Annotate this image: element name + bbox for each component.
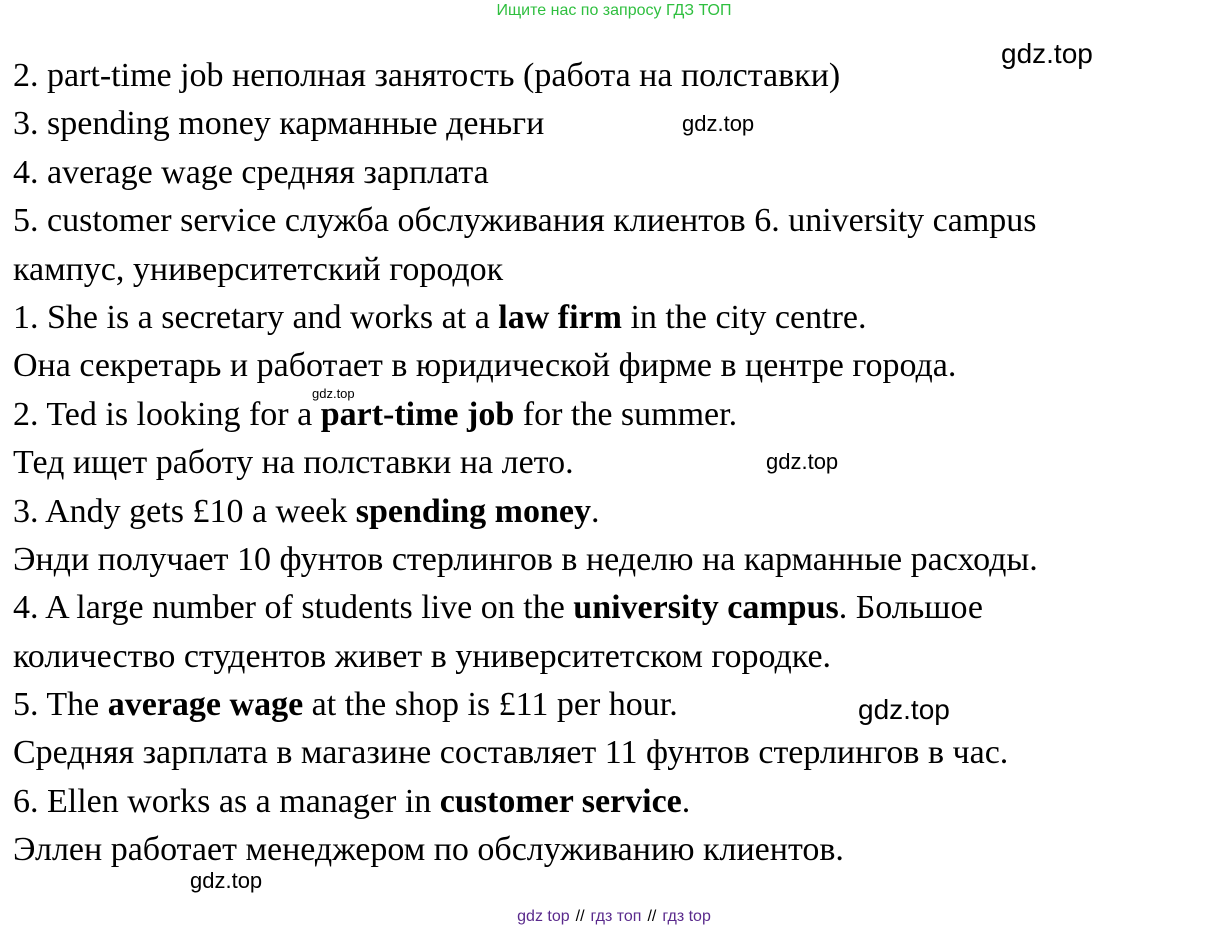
line-text: in the city centre. xyxy=(621,298,867,336)
document-body xyxy=(13,52,1218,875)
line-text: 2. part-time job неполная занятость (работа на полставки) xyxy=(13,57,841,94)
line-text: 4. average wage средняя зарплата xyxy=(13,153,489,191)
line-text: 4. A large number of students live on the xyxy=(13,589,574,627)
line-3 xyxy=(13,197,1218,245)
watermark-6: gdz.top xyxy=(190,868,263,893)
line-8 xyxy=(13,439,1218,487)
footer-separator: // xyxy=(647,908,657,925)
line-12 xyxy=(13,633,1218,681)
line-5 xyxy=(13,294,1218,342)
watermark-3: gdz.top xyxy=(312,386,355,401)
key-phrase: part-time job xyxy=(320,395,515,433)
line-13 xyxy=(13,681,1218,729)
line-6 xyxy=(13,342,1218,390)
line-10 xyxy=(13,536,1218,584)
line-9 xyxy=(13,488,1218,536)
line-text: 3. Andy gets £10 a week xyxy=(13,492,356,530)
key-phrase: law firm xyxy=(498,298,622,336)
key-phrase: university campus xyxy=(573,589,839,627)
line-text: . xyxy=(681,782,691,820)
line-text: 5. The xyxy=(13,686,108,724)
watermark-5: gdz.top xyxy=(858,694,950,725)
line-text: 1. She is a secretary and works at a xyxy=(13,298,499,336)
line-text: 2. Ted is looking for a xyxy=(13,395,321,433)
line-14 xyxy=(13,729,1218,777)
watermark-1: gdz.top xyxy=(1001,38,1093,69)
watermark-4: gdz.top xyxy=(766,449,839,474)
line-4 xyxy=(13,246,1218,294)
key-phrase: average wage xyxy=(107,686,304,724)
line-text: . Большое xyxy=(838,589,983,627)
line-text: Эллен работает менеджером по обслуживанию клиентов. xyxy=(13,831,844,869)
line-text: . xyxy=(591,492,600,530)
line-2 xyxy=(13,149,1218,197)
line-text: 3. spending money карманные деньги xyxy=(13,105,545,143)
watermark-2: gdz.top xyxy=(682,111,755,136)
line-text: at the shop is £11 per hour. xyxy=(303,686,678,724)
footer-link-gdz-top-ru[interactable]: гдз топ xyxy=(590,908,642,925)
line-text: Тед ищет работу на полставки на лето. xyxy=(13,444,574,482)
line-text: Средняя зарплата в магазине составляет 11 фунтов стерлингов в час. xyxy=(13,734,1009,772)
line-15 xyxy=(13,778,1218,826)
line-1 xyxy=(13,100,1218,148)
line-text: 5. customer service служба обслуживания клиентов 6. university campus xyxy=(13,202,1037,240)
line-text: количество студентов живет в университетском городке. xyxy=(13,637,832,675)
line-text: кампус, университетский городок xyxy=(13,250,504,288)
footer-link-gdz-top-mixed[interactable]: гдз top xyxy=(662,908,711,925)
footer-separator: // xyxy=(575,908,585,925)
line-7 xyxy=(13,391,1218,439)
line-text: for the summer. xyxy=(514,395,738,433)
footer-links xyxy=(0,908,1228,926)
key-phrase: spending money xyxy=(355,492,592,530)
line-text: Энди получает 10 фунтов стерлингов в неделю на карманные расходы. xyxy=(13,540,1038,578)
key-phrase: customer service xyxy=(439,782,682,820)
line-11 xyxy=(13,584,1218,632)
top-banner: Ищите нас по запросу ГДЗ ТОП xyxy=(496,2,732,19)
line-text: Она секретарь и работает в юридической фирме в центре города. xyxy=(13,347,957,385)
line-text: 6. Ellen works as a manager in xyxy=(13,782,440,820)
footer-link-gdz-top[interactable]: gdz top xyxy=(517,908,570,925)
